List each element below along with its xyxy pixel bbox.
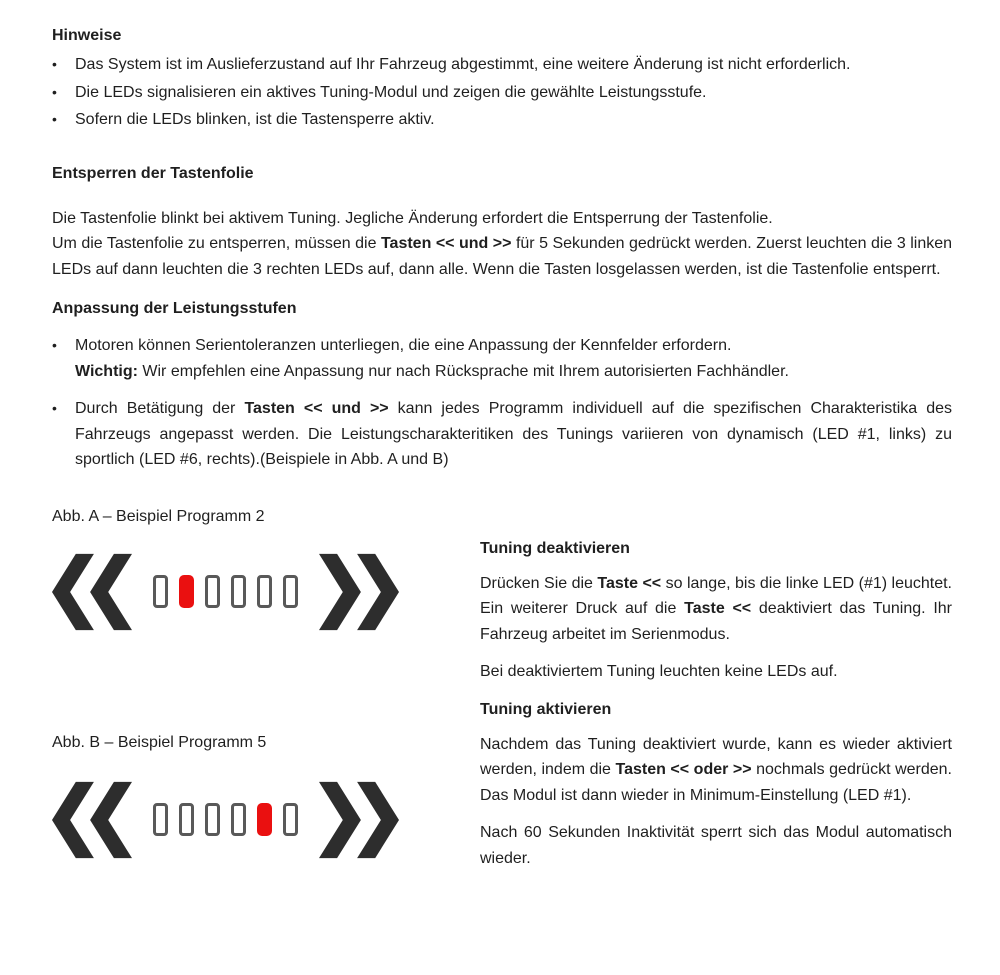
figure-b-led-panel [52, 781, 480, 859]
anpassung-bullet-1-line-1: Motoren können Serientoleranzen unterliegen, die eine Anpassung der Kennfelder erfordern. [75, 337, 732, 354]
entsperren-body [52, 206, 952, 283]
entsperren-heading: Entsperren der Tastenfolie [52, 164, 254, 182]
list-item [52, 52, 952, 78]
anpassung-bullet-2: Durch Betätigung der Tasten << und >> kann jedes Programm individuell auf die spezifischen Charakteristika des Fahrzeugs angepasst werden. Die Leistungscharakteritiken des Tunings variieren von dynamisch (LED #1, links) zu sportlich (LED #6, rechts).(Beispiele in Abb. A und B) [75, 400, 953, 468]
section-anpassung [52, 299, 952, 473]
double-chevron-right-icon [319, 781, 399, 859]
hinweise-bullet-1: Das System ist im Auslieferzustand auf Ihr Fahrzeug abgestimmt, eine weitere Änderung ist nicht erforderlich. [75, 56, 851, 73]
led-off [231, 575, 246, 608]
aktivieren-heading: Tuning aktivieren [480, 700, 612, 718]
anpassung-bullet-list [52, 333, 952, 473]
led-off [283, 575, 298, 608]
figure-a-caption: Abb. A – Beispiel Programm 2 [52, 507, 265, 525]
list-item [52, 80, 952, 106]
bullet-marker: • [52, 111, 57, 127]
led-off [153, 575, 168, 608]
hinweise-bullet-3: Sofern die LEDs blinken, ist die Tastensperre aktiv. [75, 111, 435, 128]
double-chevron-right-icon [319, 553, 399, 631]
led-strip [153, 803, 298, 836]
led-off [153, 803, 168, 836]
led-off [283, 803, 298, 836]
anpassung-bullet-1-line-2: Wichtig: Wir empfehlen eine Anpassung nur nach Rücksprache mit Ihrem autorisierten Fachhändler. [75, 362, 789, 380]
hinweise-bullet-list [52, 52, 952, 133]
section-entsperren [52, 164, 952, 283]
bullet-marker: • [52, 56, 57, 72]
deaktivieren-paragraph-2: Bei deaktiviertem Tuning leuchten keine LEDs auf. [480, 663, 838, 680]
list-item [52, 396, 952, 473]
aktivieren-paragraph-2: Nach 60 Sekunden Inaktivität sperrt sich das Modul automatisch wieder. [480, 824, 952, 867]
list-item [52, 107, 952, 133]
led-off [205, 803, 220, 836]
double-chevron-left-icon [52, 781, 132, 859]
deaktivieren-heading: Tuning deaktivieren [480, 539, 630, 557]
aktivieren-paragraph-1: Nachdem das Tuning deaktiviert wurde, kann es wieder aktiviert werden, indem die Tasten << oder >> nochmals gedrückt werden. Das Modul ist dann wieder in Minimum-Einstellung (LED #1). [480, 735, 952, 804]
bullet-marker: • [52, 337, 57, 353]
hinweise-heading: Hinweise [52, 27, 122, 44]
bottom-two-column-area [52, 505, 952, 872]
led-strip [153, 575, 298, 608]
entsperren-paragraph-2: Um die Tastenfolie zu entsperren, müssen die Tasten << und >> für 5 Sekunden gedrückt werden. Zuerst leuchten die 3 linken LEDs auf dann leuchten die 3 rechten LEDs auf, dann alle. Wenn die Tasten losgelassen werden, ist die Tastenfolie entsperrt. [52, 235, 953, 278]
anpassung-bullet-1 [75, 333, 952, 384]
tuning-text-column [480, 505, 952, 872]
section-hinweise [52, 26, 952, 133]
hinweise-bullet-2: Die LEDs signalisieren ein aktives Tuning-Modul und zeigen die gewählte Leistungsstufe. [75, 83, 707, 101]
figure-b-caption: Abb. B – Beispiel Programm 5 [52, 733, 267, 751]
entsperren-paragraph-1: Die Tastenfolie blinkt bei aktivem Tuning. Jegliche Änderung erfordert die Entsperrung der Tastenfolie. [52, 209, 773, 227]
anpassung-heading: Anpassung der Leistungsstufen [52, 300, 297, 317]
double-chevron-left-icon [52, 553, 132, 631]
led-off [205, 575, 220, 608]
bullet-marker: • [52, 400, 57, 416]
led-on [257, 803, 272, 836]
led-off [179, 803, 194, 836]
bullet-marker: • [52, 83, 57, 100]
led-on [179, 575, 194, 608]
figures-column [52, 505, 480, 872]
deaktivieren-paragraph-1: Drücken Sie die Taste << so lange, bis die linke LED (#1) leuchtet. Ein weiterer Druck auf die Taste << deaktiviert das Tuning. Ihr Fahrzeug arbeitet im Serienmodus. [480, 574, 953, 643]
led-off [257, 575, 272, 608]
figure-a-led-panel [52, 553, 480, 631]
list-item [52, 333, 952, 384]
led-off [231, 803, 246, 836]
